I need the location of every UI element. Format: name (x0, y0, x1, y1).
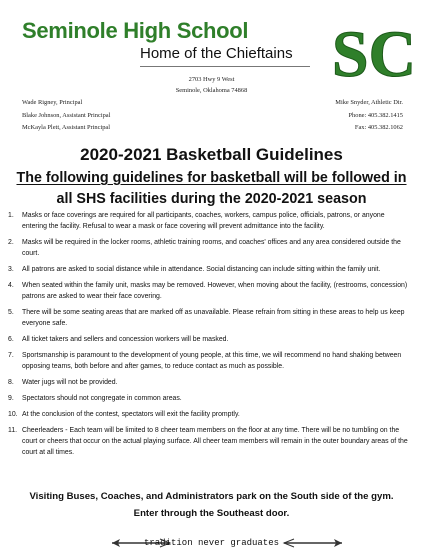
staff-principal: Wade Rigney, Principal (22, 99, 83, 106)
staff-right-block (335, 97, 403, 135)
list-item-number: 4. (8, 282, 14, 290)
list-item (8, 334, 410, 345)
list-item (8, 264, 410, 275)
list-item-number: 5. (8, 309, 14, 317)
contact-phone: Phone: 405.382.1415 (348, 111, 403, 119)
list-item (8, 350, 410, 372)
school-motto: Home of the Chieftains (140, 45, 293, 62)
list-item (8, 237, 410, 259)
address-street: 2703 Hwy 9 West (188, 76, 235, 83)
list-item-text: At the conclusion of the contest, spectators will exit the facility promptly. (22, 411, 240, 419)
contact-fax: Fax: 405.382.1062 (354, 124, 403, 131)
staff-assistant-principal-1: Blake Johnson, Assistant Principal (22, 111, 111, 119)
document-title: 2020-2021 Basketball Guidelines (80, 145, 343, 164)
list-item-number: 6. (8, 336, 14, 344)
list-item (8, 280, 410, 302)
list-item-number: 7. (8, 352, 14, 360)
list-item-text: All patrons are asked to social distance while in attendance. Social distancing can include sitting within the family unit. (22, 266, 381, 274)
list-item (8, 377, 410, 388)
parking-notice (0, 488, 423, 522)
list-item (8, 210, 410, 232)
list-item-number: 3. (8, 266, 14, 274)
list-item-number: 11. (8, 426, 18, 434)
list-item (8, 307, 410, 329)
logo-letters: SC (331, 18, 417, 91)
parking-notice-line1: Visiting Buses, Coaches, and Administrators park on the South side of the gym. (29, 491, 394, 502)
list-item-text: There will be some seating areas that are marked off as unavailable. Please refrain from sitting in these areas to help us keep everyone safe. (22, 309, 405, 328)
guidelines-list (8, 210, 410, 463)
list-item-text: Sportsmanship is paramount to the development of young people, at this time, we will recommend no hand shaking between opposing teams, both before and after games, to reduce contact as much as possible. (22, 352, 402, 371)
arrow-right-icon (282, 538, 344, 548)
list-item (8, 425, 410, 459)
header-divider (140, 66, 310, 67)
list-item-text: Spectators should not congregate in common areas. (22, 395, 182, 403)
list-item-number: 2. (8, 239, 14, 247)
staff-assistant-principal-2: McKayla Plett, Assistant Principal (22, 124, 111, 131)
list-item-text: Cheerleaders - Each team will be limited to 8 cheer team members on the floor at any time. There will be no tumbling on the court or cheers that occur on the actual playing surface. All cheer team members will remain in the outer boundary areas of the court at all times. (22, 426, 408, 457)
list-item-number: 1. (8, 212, 14, 219)
staff-athletic-director: Mike Snyder, Athletic Dir. (335, 99, 403, 106)
address-city: Seminole, Oklahoma 74868 (175, 87, 248, 94)
list-item (8, 393, 410, 404)
list-item-number: 9. (8, 395, 14, 403)
list-item-text: When seated within the family unit, masks may be removed. However, when moving about the facility, (restrooms, concession) patrons are asked to wear their face covering. (22, 282, 408, 301)
document-subtitle-line1: The following guidelines for basketball will be followed in (16, 170, 407, 186)
list-item-number: 10. (8, 411, 18, 419)
list-item (8, 409, 410, 420)
list-item-text: All ticket takers and sellers and concession workers will be masked. (22, 336, 229, 344)
staff-left-block (22, 97, 110, 135)
document-subtitle-line2: all SHS facilities during the 2020-2021 season (56, 191, 367, 207)
school-name: Seminole High School (22, 18, 249, 43)
school-tagline: tradition never graduates (143, 538, 280, 548)
list-item-text: Masks will be required in the locker rooms, athletic training rooms, and coaches' offices and any area considered outside the court. (22, 239, 401, 258)
list-item-text: Water jugs will not be provided. (22, 379, 118, 387)
parking-notice-line2: Enter through the Southeast door. (133, 508, 290, 519)
list-item-number: 8. (8, 379, 14, 387)
list-item-text: Masks or face coverings are required for all participants, coaches, workers, campus police, officials, patrons, or anyone entering the facility. Refusal to wear a mask or face covering will prevent admittance into the facility. (22, 212, 385, 231)
